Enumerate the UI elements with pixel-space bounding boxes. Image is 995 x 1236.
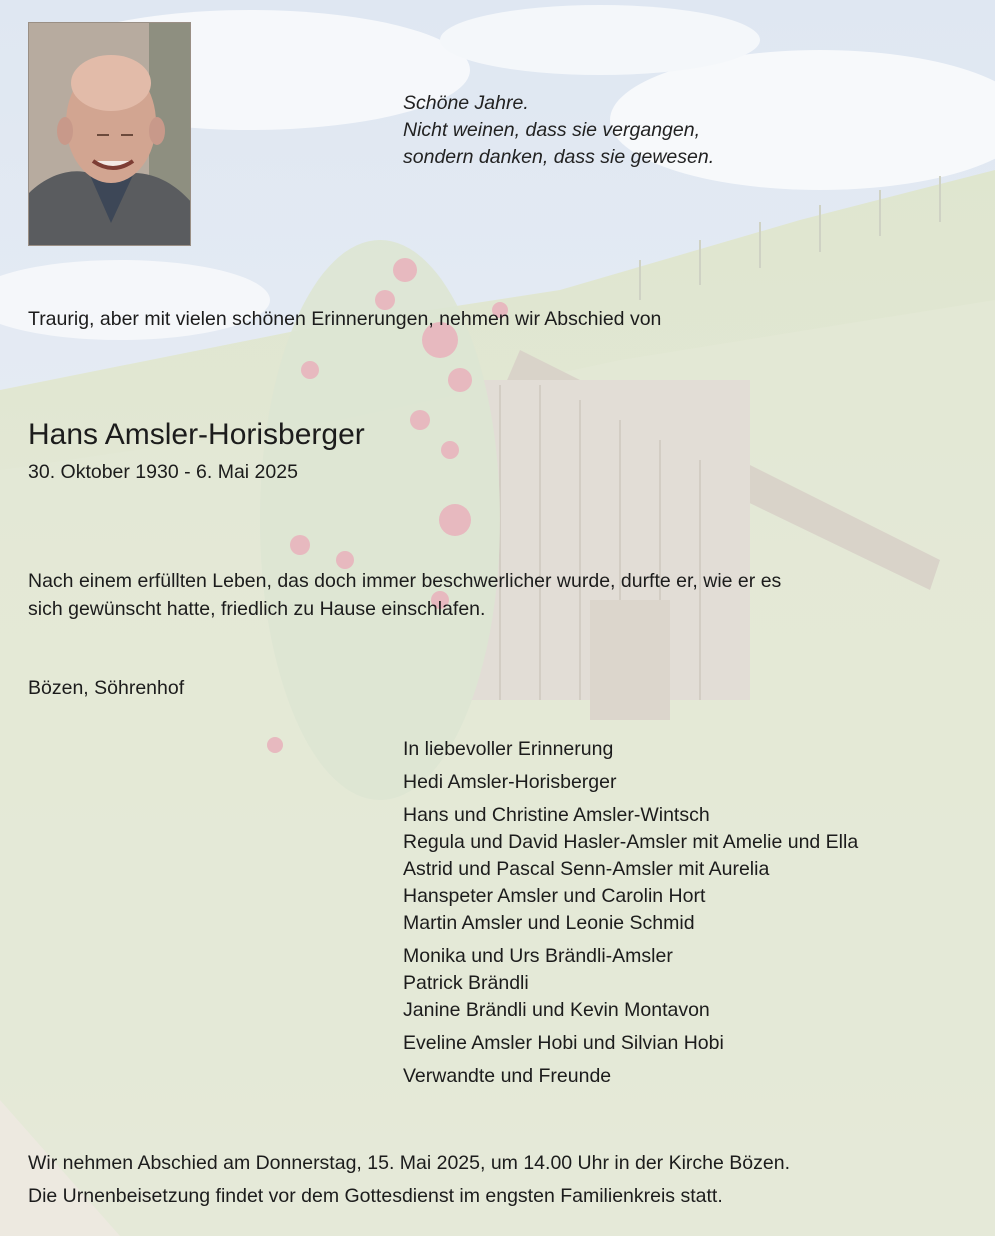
deceased-name: Hans Amsler-Horisberger (28, 418, 365, 451)
service-line: Die Urnenbeisetzung findet vor dem Gottesdienst im engsten Familienkreis statt. (28, 1185, 723, 1207)
mourner-line: Verwandte und Freunde (403, 1065, 612, 1087)
intro-text: Traurig, aber mit vielen schönen Erinnerungen, nehmen wir Abschied von (28, 308, 662, 330)
mourner-line: Patrick Brändli (403, 972, 529, 994)
mourner-line: Monika und Urs Brändli-Amsler (403, 945, 673, 967)
poem-line: sondern danken, dass sie gewesen. (403, 146, 715, 168)
mourner-group (403, 1030, 858, 1057)
paragraph-line: Nach einem erfüllten Leben, das doch immer beschwerlicher wurde, durfte er, wie er es (28, 570, 782, 592)
mourner-line: Eveline Amsler Hobi und Silvian Hobi (403, 1032, 724, 1054)
mourner-line: Martin Amsler und Leonie Schmid (403, 912, 695, 934)
mourner-line: Hedi Amsler-Horisberger (403, 771, 617, 793)
mourner-group (403, 943, 858, 1024)
mourner-line: Hans und Christine Amsler-Wintsch (403, 804, 710, 826)
mourner-group (403, 1063, 858, 1090)
mourner-line: Astrid und Pascal Senn-Amsler mit Aurelia (403, 858, 770, 880)
mourner-line: In liebevoller Erinnerung (403, 738, 614, 760)
life-dates: 30. Oktober 1930 - 6. Mai 2025 (28, 461, 298, 483)
mourner-group (403, 769, 858, 796)
mourner-group (403, 736, 858, 763)
paragraph-line: sich gewünscht hatte, friedlich zu Hause einschlafen. (28, 598, 486, 620)
poem (403, 90, 714, 171)
service-line: Wir nehmen Abschied am Donnerstag, 15. Mai 2025, um 14.00 Uhr in der Kirche Bözen. (28, 1152, 790, 1174)
mourners-list (403, 736, 858, 1096)
mourner-group (403, 802, 858, 937)
portrait-photo (28, 22, 191, 246)
mourner-line: Regula und David Hasler-Amsler mit Amelie und Ella (403, 831, 859, 853)
obituary-paragraph (28, 567, 973, 623)
portrait-photo-elderly-man (29, 23, 191, 246)
poem-line: Nicht weinen, dass sie vergangen, (403, 119, 701, 141)
place: Bözen, Söhrenhof (28, 677, 185, 699)
mourner-line: Janine Brändli und Kevin Montavon (403, 999, 710, 1021)
mourner-line: Hanspeter Amsler und Carolin Hort (403, 885, 706, 907)
service-info (28, 1147, 790, 1213)
poem-line: Schöne Jahre. (403, 92, 529, 114)
